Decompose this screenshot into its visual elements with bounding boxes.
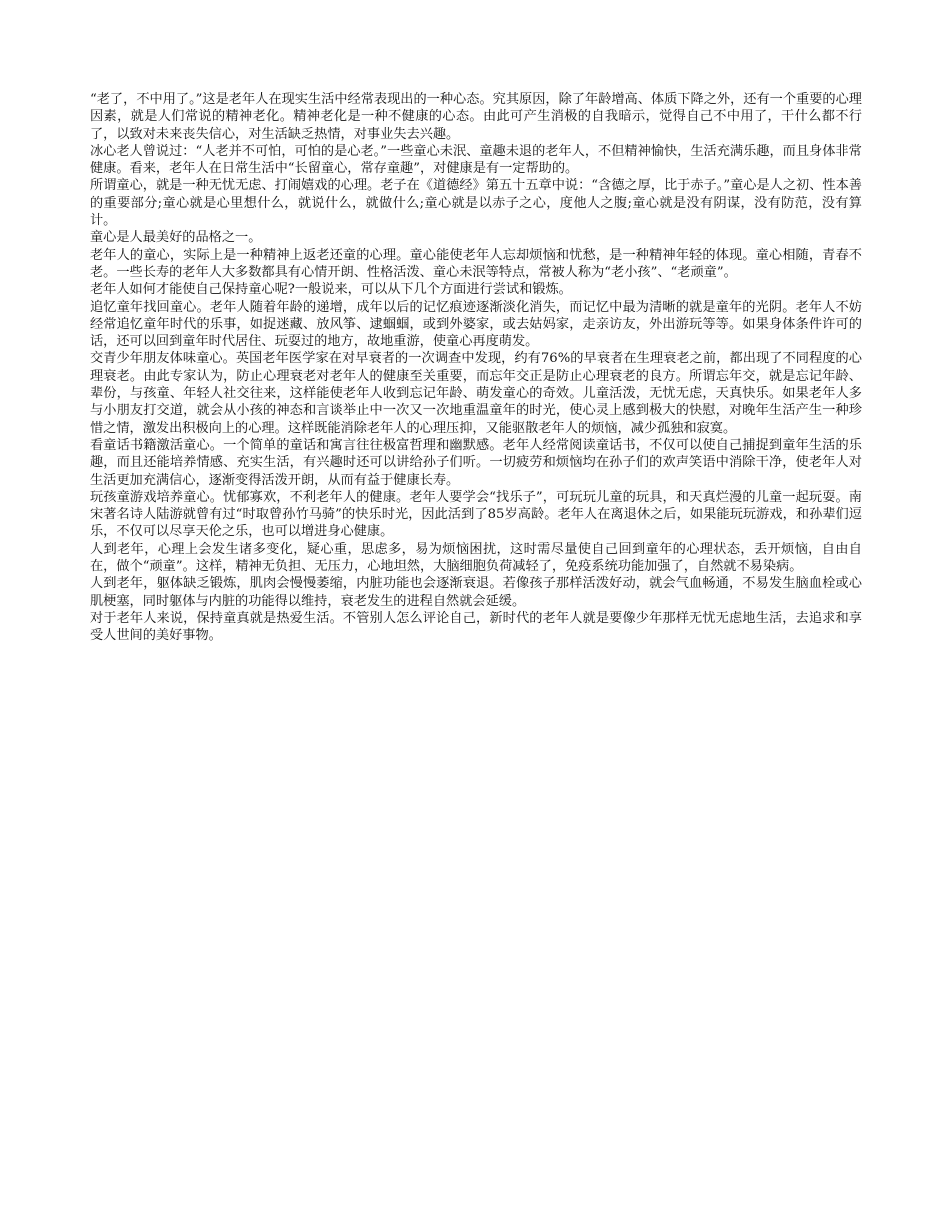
- paragraph-recall-childhood: 追忆童年找回童心。老年人随着年龄的递增，成年以后的记忆痕迹逐渐淡化消失，而记忆中最为清晰的就是童年的光阴。老年人不妨经常追忆童年时代的乐事，如捉迷藏、放风筝、逮蝈蝈，或到外婆家，或去姑妈家，走亲访友，外出游玩等等。如果身体条件许可的话，还可以回到童年时代居住、玩耍过的地方，故地重游，使童心再度萌发。: [90, 299, 862, 350]
- paragraph-physical-activity: 人到老年，躯体缺乏锻炼，肌肉会慢慢萎缩，内脏功能也会逐渐衰退。若像孩子那样活泼好动，就会气血畅通，不易发生脑血栓或心肌梗塞，同时躯体与内脏的功能得以维持，衰老发生的进程自然就会延缓。: [90, 576, 862, 609]
- paragraph-fairy-tales: 看童话书籍激活童心。一个简单的童话和寓言往往极富哲理和幽默感。老年人经常阅读童话书，不仅可以使自己捕捉到童年生活的乐趣，而且还能培养情感、充实生活，有兴趣时还可以讲给孙子们听。一切疲劳和烦恼均在孙子们的欢声笑语中消除干净，使老年人对生活更加充满信心，逐渐变得活泼开朗，从而有益于健康长寿。: [90, 437, 862, 488]
- document-body: [90, 91, 862, 645]
- paragraph-definition-of-childlike-heart: 所谓童心，就是一种无忧无虑、打闹嬉戏的心理。老子在《道德经》第五十五章中说：“含德之厚，比于赤子。”童心是人之初、性本善的重要部分;童心就是心里想什么，就说什么，就做什么;童心就是以赤子之心，度他人之腹;童心就是没有阴谋，没有防范，没有算计。: [90, 178, 862, 229]
- paragraph-best-character: 童心是人最美好的品格之一。: [90, 230, 262, 246]
- paragraph-conclusion: 对于老年人来说，保持童真就是热爱生活。不管别人怎么评论自己，新时代的老年人就是要像少年那样无忧无虑地生活，去追求和享受人世间的美好事物。: [90, 610, 862, 644]
- paragraph-bingxin-quote: 冰心老人曾说过：“人老并不可怕，可怕的是心老。”一些童心未泯、童趣未退的老年人，不但精神愉快，生活充满乐趣，而且身体非常: [90, 143, 862, 159]
- paragraph-mental-aging: “老了，不中用了。”这是老年人在现实生活中经常表现出的一种心态。究其原因，除了年龄增高、体质下降之外，还有一个重要的心理因素，就是人们常说的精神老化。精神老化是一种不健康的心态。由此可产生消极的自我暗示，觉得自己不中用了，干什么都不行了，以致对未来丧失信心，对生活缺乏热情，对事业失去兴趣。: [90, 92, 862, 142]
- paragraph-health-continuation: 健康。看来，老年人在日常生活中“长留童心，常存童趣”，对健康是有一定帮助的。: [90, 161, 579, 177]
- paragraph-psychological-state: 人到老年，心理上会发生诸多变化，疑心重，思虑多，易为烦恼困扰，这时需尽量使自己回到童年的心理状态，丢开烦恼，自由自在，做个“顽童”。这样，精神无负担、无压力，心地坦然，大脑细胞负荷减轻了，免疫系统功能加强了，自然就不易染病。: [90, 541, 862, 575]
- paragraph-children-games: 玩孩童游戏培养童心。忧郁寡欢，不利老年人的健康。老年人要学会“找乐子”，可玩玩儿童的玩具，和天真烂漫的儿童一起玩耍。南宋著名诗人陆游就曾有过“时取曾孙竹马骑”的快乐时光，因此活到了85岁高龄。老年人在离退休之后，如果能玩玩游戏，和孙辈们逗乐，不仅可以尽享天伦之乐，也可以增进身心健康。: [90, 489, 862, 540]
- paragraph-spiritual-youth: 老年人的童心，实际上是一种精神上返老还童的心理。童心能使老年人忘却烦恼和忧愁，是一种精神年轻的体现。童心相随，青春不老。一些长寿的老年人大多数都具有心情开朗、性格活泼、童心未泯等特点，常被人称为“老小孩”、“老顽童”。: [90, 247, 862, 280]
- paragraph-young-friends: 交青少年朋友体味童心。英国老年医学家在对早衰者的一次调查中发现，约有76%的早衰者在生理衰老之前，都出现了不同程度的心理衰老。由此专家认为，防止心理衰老对老年人的健康至关重要，而忘年交正是防止心理衰老的良方。所谓忘年交，就是忘记年龄、辈份，与孩童、年轻人社交往来，这样能使老年人收到忘记年龄、萌发童心的奇效。儿童活泼，无忧无虑，天真快乐。如果老年人多与小朋友打交道，就会从小孩的神态和言谈举止中一次又一次地重温童年的时光，使心灵上感到极大的快慰，对晚年生活产生一种珍惜之情，激发出积极向上的心理。这样既能消除老年人的心理压抑，又能驱散老年人的烦恼，减少孤独和寂寞。: [90, 351, 862, 436]
- paragraph-how-to-keep: 老年人如何才能使自己保持童心呢?一般说来，可以从下几个方面进行尝试和锻炼。: [90, 282, 572, 298]
